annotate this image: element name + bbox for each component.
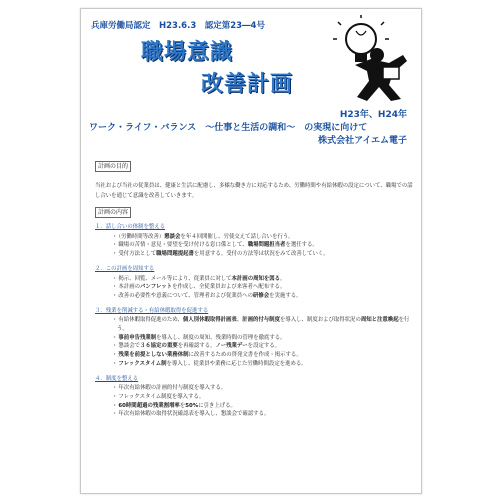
item-text: に引き上げる。 [198,402,236,409]
item-text: 職場の苦情・意見・要望を受け付ける窓口係として、 [118,242,248,249]
item-text: を [179,402,186,409]
list-item [95,410,415,419]
list-item [95,402,415,411]
emphasized-text: 50% [185,402,199,409]
item-text: を年４回開催し、労使交えて話し合いを行う。 [180,233,294,240]
item-text: （労働時間等改善） [118,233,165,240]
item-text: 有給休暇取得促進のため、 [118,317,183,324]
emphasized-text: 事前申告残業制 [118,334,157,341]
item-text: を選任する。 [285,242,318,249]
item-text: 年次有給休暇の取得状況確認表を導入し、懇談会で確認する。 [118,411,270,418]
emphasized-text: 職場問題提起書 [156,251,194,258]
section-heading: １．話し合いの体制を整える [95,224,166,230]
emphasized-text: ３６協定の重要 [139,343,178,350]
emphasized-text: パンフレット [139,284,173,291]
list-item [95,233,415,242]
item-text: 本計画の [118,284,140,291]
purpose-text: 当社および当社の従業員は、健康と生活に配慮し、多様な働き方に対応するため、労働時間や有給休暇の設定について、職場での話し合いを通じて意識を改善していきます。 [95,183,413,199]
item-text: 掲示、回覧、メール等により、従業員に対して [118,275,232,282]
list-item [95,342,415,351]
emphasized-text: 周知と注意喚起 [360,317,399,324]
list-item [95,351,415,360]
section-heading: ４．制度を整える [95,375,139,382]
item-text: フレックスタイム制度を導入する。 [118,393,205,400]
emphasized-text: 本計画の周知を図る [231,275,281,282]
emphasized-text: 研修会 [252,292,270,299]
item-text: を再確認する。 [177,343,216,350]
item-text: 改善の必要性や意義について、管理者および従業員への [118,292,253,299]
section-heading: ３．残業を削減する・有給休暇取得を促進する [95,307,209,314]
item-text: を作成し、全従業員および来客者へ配布する。 [172,284,286,291]
year-label: H23年、H24年 [339,110,407,120]
list-item [95,292,415,301]
emphasized-text: 懇談会 [164,233,181,240]
emphasized-text: 職場問題担当者 [247,242,286,249]
section-heading: ２．この計画を周知する [95,265,155,272]
item-text: 受付方法として [118,251,157,258]
subtitle: ワーク・ライフ・バランス ～仕事と生活の調和～ の実現に向けて [89,123,368,133]
emphasized-text: 残業を前提としない業務体制 [118,352,189,359]
item-text: を導入し、制度および取得状況の [279,317,361,324]
emphasized-text: 60時間超過の残業割増率 [118,402,180,409]
list-item [95,250,415,259]
item-text: を設定する。 [247,343,281,350]
list-item [95,360,415,369]
list-item [95,316,415,333]
item-text: を導入し、従業員や業務に応じた労働時間設定を進める。 [166,360,307,367]
lightbulb-figure-illustration [331,15,411,103]
item-text: 懇談会で [118,343,140,350]
item-text: を行う。 [117,317,410,333]
list-item [95,393,415,402]
list-item [95,334,415,343]
item-text: 、 [236,317,243,324]
item-text: 。 [280,275,286,282]
plan-content [95,223,415,419]
item-text: を用意する。受付の方法等は状況をみて改善していく。 [193,251,329,258]
emphasized-text: 個人別休暇取得計画表 [182,317,237,324]
company-name: 株式会社アイエム電子 [318,136,407,146]
emphasized-text: フレックスタイム制 [118,360,167,367]
title-line-1: 職場意識 [141,40,234,65]
item-text: を導入し、制度の周知、残業時間の管理を徹底する。 [156,334,286,341]
item-text: に改善するための啓発文書を作成・掲示する。 [188,352,302,359]
emphasized-text: 計画的付与制度 [242,317,280,324]
list-item [95,241,415,250]
plan-label: 計画の内容 [95,207,131,218]
list-item [95,384,415,393]
item-text: を実施する。 [269,292,302,299]
item-text: 年次有給休暇の計画的付与制度を導入する。 [118,385,227,392]
purpose-label: 計画の目的 [95,161,131,172]
emphasized-text: ノー残業デー [215,343,248,350]
certification-line: 兵庫労働局認定 H23.6.3 認定第23―4号 [91,21,265,31]
list-item [95,275,415,284]
document-page [80,8,422,494]
title-line-2: 改善計画 [201,72,294,97]
list-item [95,283,415,292]
